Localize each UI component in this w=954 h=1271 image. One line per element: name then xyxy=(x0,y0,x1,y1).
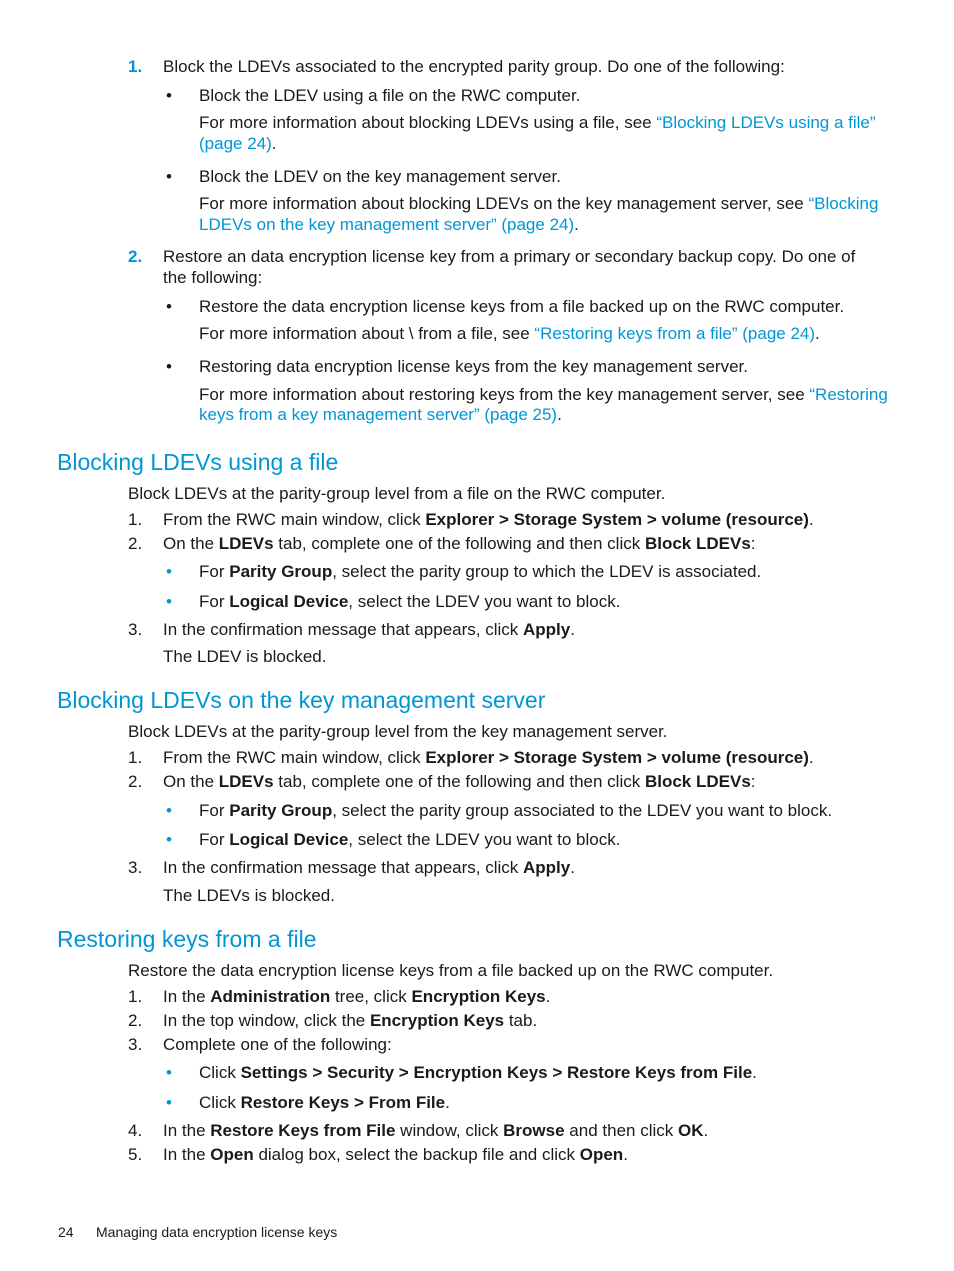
section-heading: Restoring keys from a file xyxy=(57,926,317,952)
xref-link[interactable]: “Blocking xyxy=(808,194,879,213)
info-line: For more information about \ from a file, see “Restoring keys from a file” (page 24). xyxy=(199,324,820,343)
step-result: The LDEVs is blocked. xyxy=(163,886,335,905)
bullet-text: For Parity Group, select the parity group associated to the LDEV you want to block. xyxy=(199,801,833,820)
info-line: (page 24). xyxy=(199,134,277,153)
step-text: In the Administration tree, click Encryption Keys. xyxy=(163,987,551,1006)
step-text: Complete one of the following: xyxy=(163,1035,392,1054)
bullet-text: For Logical Device, select the LDEV you want to block. xyxy=(199,830,621,849)
bullet-text: Restoring data encryption license keys from the key management server. xyxy=(199,357,748,376)
step-text: In the Open dialog box, select the backup file and click Open. xyxy=(163,1145,628,1164)
bullet: • xyxy=(166,1093,172,1112)
step-number: 1. xyxy=(128,510,143,529)
bullet-text: Click Restore Keys > From File. xyxy=(199,1093,450,1112)
info-line xyxy=(199,112,876,133)
bullet: • xyxy=(166,562,172,581)
step-number: 2. xyxy=(128,772,143,791)
bullet: • xyxy=(166,357,172,376)
bullet: • xyxy=(166,801,172,820)
step-text: From the RWC main window, click Explorer > Storage System > volume (resource). xyxy=(163,748,814,767)
step-number: 3. xyxy=(128,620,143,639)
step-text: In the confirmation message that appears, click Apply. xyxy=(163,620,575,639)
step-number: 5. xyxy=(128,1145,143,1164)
step-text: In the Restore Keys from File window, click Browse and then click OK. xyxy=(163,1121,709,1140)
step-text: the following: xyxy=(163,268,263,287)
xref-link[interactable]: LDEVs on the key management server” (page 24) xyxy=(199,215,575,234)
step-text: Block the LDEVs associated to the encrypted parity group. Do one of the following: xyxy=(163,57,785,76)
step-number: 2. xyxy=(128,247,143,266)
bullet-text: Click Settings > Security > Encryption Keys > Restore Keys from File. xyxy=(199,1063,757,1082)
step-number: 3. xyxy=(128,1035,143,1054)
info-text: For more information about blocking LDEVs using a file, see xyxy=(199,113,657,132)
bullet-text: Block the LDEV on the key management server. xyxy=(199,167,561,186)
step-number: 1. xyxy=(128,987,143,1006)
xref-link[interactable]: “Blocking LDEVs using a file” xyxy=(656,113,876,132)
bullet: • xyxy=(166,297,172,316)
bullet-text: For Parity Group, select the parity group to which the LDEV is associated. xyxy=(199,562,762,581)
info-text: For more information about \ from a file, see xyxy=(199,324,535,343)
bullet-text: Block the LDEV using a file on the RWC computer. xyxy=(199,86,581,105)
step-number: 4. xyxy=(128,1121,143,1140)
info-line xyxy=(199,384,888,405)
info-line: LDEVs on the key management server” (page 24). xyxy=(199,215,579,234)
step-text: On the LDEVs tab, complete one of the following and then click Block LDEVs: xyxy=(163,534,756,553)
info-line: keys from a key management server” (page 25). xyxy=(199,405,562,424)
xref-link[interactable]: keys from a key management server” (page 25) xyxy=(199,405,558,424)
info-line xyxy=(199,193,878,214)
bullet: • xyxy=(166,167,172,186)
section-heading: Blocking LDEVs using a file xyxy=(57,449,339,475)
bullet: • xyxy=(166,592,172,611)
step-text: On the LDEVs tab, complete one of the following and then click Block LDEVs: xyxy=(163,772,756,791)
step-number: 2. xyxy=(128,534,143,553)
info-text: For more information about blocking LDEVs on the key management server, see xyxy=(199,194,809,213)
xref-link[interactable]: “Restoring keys from a file” (page 24) xyxy=(534,324,816,343)
step-number: 2. xyxy=(128,1011,143,1030)
step-number: 1. xyxy=(128,57,143,76)
info-text: For more information about restoring keys from the key management server, see xyxy=(199,385,810,404)
section-intro: Restore the data encryption license keys from a file backed up on the RWC computer. xyxy=(128,961,774,980)
step-text: In the top window, click the Encryption Keys tab. xyxy=(163,1011,538,1030)
bullet: • xyxy=(166,86,172,105)
bullet-text: For Logical Device, select the LDEV you want to block. xyxy=(199,592,621,611)
step-text: From the RWC main window, click Explorer > Storage System > volume (resource). xyxy=(163,510,814,529)
step-number: 3. xyxy=(128,858,143,877)
section-intro: Block LDEVs at the parity-group level from a file on the RWC computer. xyxy=(128,484,666,503)
step-text: Restore an data encryption license key from a primary or secondary backup copy. Do one of xyxy=(163,247,856,266)
step-number: 1. xyxy=(128,748,143,767)
xref-link[interactable]: “Restoring xyxy=(809,385,888,404)
bullet: • xyxy=(166,830,172,849)
bullet-text: Restore the data encryption license keys from a file backed up on the RWC computer. xyxy=(199,297,845,316)
footer-title: Managing data encryption license keys xyxy=(96,1224,338,1240)
section-heading: Blocking LDEVs on the key management server xyxy=(57,687,546,713)
step-text: In the confirmation message that appears, click Apply. xyxy=(163,858,575,877)
section-intro: Block LDEVs at the parity-group level from the key management server. xyxy=(128,722,668,741)
bullet: • xyxy=(166,1063,172,1082)
step-result: The LDEV is blocked. xyxy=(163,647,327,666)
xref-link[interactable]: (page 24) xyxy=(199,134,272,153)
page-number: 24 xyxy=(58,1224,74,1240)
